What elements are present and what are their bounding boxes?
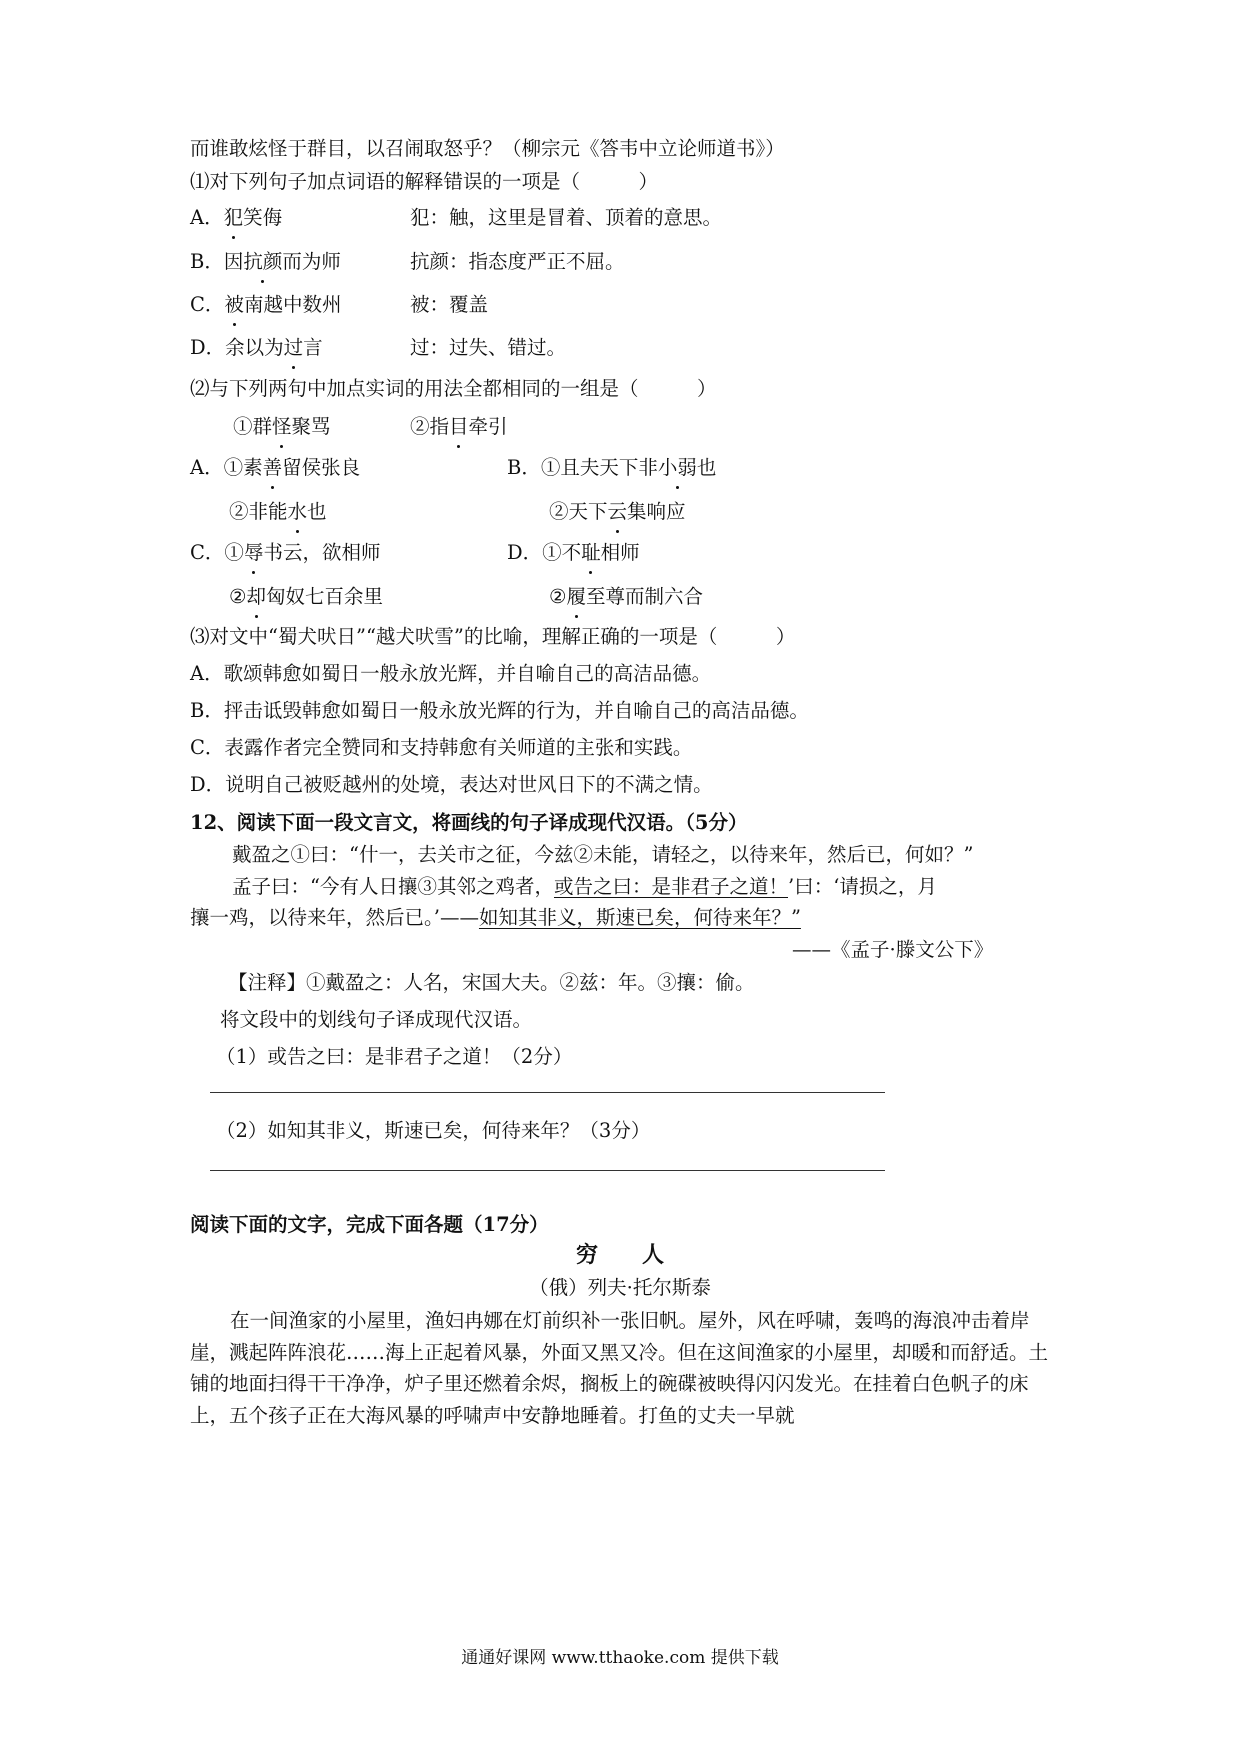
q2-option-d-line-2: ②履至尊而制六合 — [549, 582, 703, 612]
q3-option-c: C．表露作者完全赞同和支持韩愈有关师道的主张和实践。 — [190, 736, 693, 759]
q12-passage-line-2: 孟子曰：“今有人日攘③其邻之鸡者，或告之曰：是非君子之道！’曰：‘请损之，月 — [232, 875, 937, 898]
question-12-title: 12、阅读下面一段文言文，将画线的句子译成现代汉语。（5分） — [190, 811, 748, 834]
q12-notes: 【注释】①戴盈之：人名，宋国大夫。②兹：年。③攘：偷。 — [228, 971, 755, 994]
q1-option-c: C．被南越中数州 — [190, 290, 341, 320]
q12-passage-line-3: 攘一鸡，以待来年，然后已。’——如知其非义，斯速已矣，何待来年？” — [190, 906, 801, 929]
story-title: 穷 人 — [575, 1242, 664, 1268]
q2-option-c-line-2: ②却匈奴七百余里 — [229, 582, 383, 612]
answer-line-1 — [210, 1092, 885, 1093]
answer-line-2 — [210, 1170, 885, 1171]
q1-option-a: A．犯笑侮 — [190, 203, 282, 233]
story-author: （俄）列夫·托尔斯泰 — [529, 1276, 711, 1299]
q3-option-b: B．抨击诋毁韩愈如蜀日一般永放光辉的行为，并自喻自己的高洁品德。 — [190, 699, 809, 722]
q2-reference-1: ①群怪聚骂 — [233, 412, 331, 442]
q3-option-d: D．说明自己被贬越州的处境，表达对世风日下的不满之情。 — [190, 773, 713, 796]
q12-passage-line-1: 戴盈之①曰：“什一，去关市之征，今兹②未能，请轻之，以待来年，然后已，何如？” — [232, 843, 974, 866]
q1-option-d-explanation: 过：过失、错过。 — [410, 336, 567, 359]
q12-instruction: 将文段中的划线句子译成现代汉语。 — [220, 1008, 533, 1031]
q1-option-b: B．因抗颜而为师 — [190, 247, 341, 277]
q12-sentence-2: （2）如知其非义，斯速已矣，何待来年？（3分） — [216, 1119, 651, 1142]
passage-ending-line: 而谁敢炫怪于群目，以召闹取怒乎？（柳宗元《答韦中立论师道书》） — [190, 137, 785, 160]
q12-sentence-1: （1）或告之曰：是非君子之道！（2分） — [216, 1045, 573, 1068]
question-1-stem: ⑴对下列句子加点词语的解释错误的一项是（ ） — [190, 170, 659, 193]
q1-option-a-explanation: 犯：触，这里是冒着、顶着的意思。 — [410, 206, 723, 229]
q12-underlined-sentence-2: 如知其非义，斯速已矣，何待来年？” — [478, 906, 801, 929]
q1-option-c-explanation: 被：覆盖 — [410, 293, 489, 316]
q2-option-a-line-1: A．①素善留侯张良 — [190, 453, 360, 483]
q3-option-a: A．歌颂韩愈如蜀日一般永放光辉，并自喻自己的高洁品德。 — [190, 662, 712, 685]
q1-option-b-explanation: 抗颜：指态度严正不屈。 — [410, 250, 625, 273]
q12-underlined-sentence-1: 或告之曰：是非君子之道！ — [553, 875, 788, 898]
footer-source: 通通好课网 www.tthaoke.com 提供下载 — [461, 1648, 779, 1668]
q2-reference-2: ②指目牵引 — [410, 412, 508, 442]
q2-option-b-line-1: B．①且夫天下非小弱也 — [507, 453, 716, 483]
q2-option-d-line-1: D．①不耻相师 — [507, 538, 640, 568]
reading-section-title: 阅读下面的文字，完成下面各题（17分） — [190, 1213, 549, 1236]
q2-option-b-line-2: ②天下云集响应 — [549, 497, 686, 527]
q1-option-d: D．余以为过言 — [190, 333, 323, 363]
q2-option-c-line-1: C．①辱书云，欲相师 — [190, 538, 380, 568]
question-2-stem: ⑵与下列两句中加点实词的用法全都相同的一组是（ ） — [190, 377, 717, 400]
q2-option-a-line-2: ②非能水也 — [229, 497, 327, 527]
question-3-stem: ⑶对文中“蜀犬吠日”“越犬吠雪”的比喻，理解正确的一项是（ ） — [190, 625, 796, 648]
story-paragraph: 在一间渔家的小屋里，渔妇冉娜在灯前织补一张旧帆。屋外，风在呼啸，轰鸣的海浪冲击着岸崖，溅起阵阵浪花……海上正起着风暴，外面又黑又冷。但在这间渔家的小屋里，却暖和而舒适。土铺的地面扫得干干净净，炉子里还燃着余烬，搁板上的碗碟被映得闪闪发光。在挂着白色帆子的床上，五个孩子正在大海风暴的呼啸声中安静地睡着。打鱼的丈夫一早就 — [190, 1309, 1049, 1427]
q12-source: ——《孟子·滕文公下》 — [792, 938, 994, 961]
